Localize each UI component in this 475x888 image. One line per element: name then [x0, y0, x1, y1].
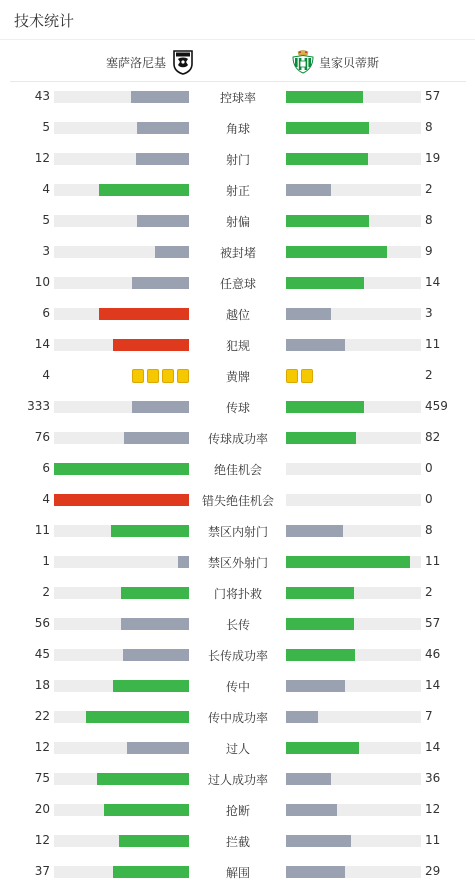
stat-row: [0, 392, 475, 423]
away-value: 14: [425, 678, 441, 692]
stat-label: 过人成功率: [207, 773, 268, 787]
away-value: 7: [425, 709, 433, 723]
home-bar-track: [54, 556, 189, 568]
home-bar-fill: [99, 184, 189, 196]
stat-label: 门将扑救: [213, 587, 262, 601]
home-value: 45: [34, 647, 50, 661]
home-value: 12: [34, 833, 50, 847]
home-bar-track: [54, 525, 189, 537]
away-bar-track: [286, 525, 421, 537]
away-value: 0: [425, 461, 433, 475]
stat-row: [0, 609, 475, 640]
home-value: 56: [34, 616, 50, 630]
away-bar-fill: [286, 742, 359, 754]
yellow-card-icon: [301, 369, 313, 383]
away-value: 0: [425, 492, 433, 506]
home-bar-fill: [111, 525, 189, 537]
away-bar-fill: [286, 122, 369, 134]
stat-row: [0, 330, 475, 361]
away-bar-track: [286, 494, 421, 506]
away-bar-track: [286, 804, 421, 816]
home-bar-fill: [131, 91, 189, 103]
home-bar-track: [54, 308, 189, 320]
away-bar-track: [286, 246, 421, 258]
away-value: 8: [425, 523, 433, 537]
stat-row: [0, 764, 475, 795]
stat-row: [0, 82, 475, 113]
away-value: 459: [425, 399, 448, 413]
home-bar-track: [54, 618, 189, 630]
stat-label: 长传成功率: [207, 649, 268, 663]
home-bar-track: [54, 649, 189, 661]
home-bar-track: [54, 587, 189, 599]
away-value: 3: [425, 306, 433, 320]
home-bar-track: [54, 91, 189, 103]
home-bar-fill: [132, 401, 189, 413]
home-bar-fill: [155, 246, 189, 258]
home-bar-track: [54, 773, 189, 785]
away-bar-fill: [286, 587, 354, 599]
home-value: 20: [34, 802, 50, 816]
home-value: 11: [34, 523, 50, 537]
home-value: 4: [42, 182, 50, 196]
away-bar-track: [286, 91, 421, 103]
stat-label: 禁区外射门: [207, 556, 268, 570]
home-bar-track: [54, 494, 189, 506]
stat-label: 角球: [225, 122, 250, 136]
away-value: 19: [425, 151, 441, 165]
away-value: 2: [425, 182, 433, 196]
yellow-card-icon: [286, 369, 298, 383]
stat-label: 过人: [225, 742, 250, 756]
stats-list: [0, 82, 475, 888]
stat-label: 禁区内射门: [207, 525, 268, 539]
away-bar-track: [286, 401, 421, 413]
teams-header: [10, 41, 466, 82]
stat-row: [0, 795, 475, 826]
home-bar-track: [54, 246, 189, 258]
home-value: 12: [34, 151, 50, 165]
home-bar-fill: [137, 215, 189, 227]
away-bar-fill: [286, 866, 345, 878]
home-bar-track: [54, 866, 189, 878]
betis-crest-icon: [292, 49, 314, 75]
away-value: 29: [425, 864, 441, 878]
away-bar-fill: [286, 91, 363, 103]
away-bar-fill: [286, 680, 345, 692]
away-value: 82: [425, 430, 441, 444]
away-bar-track: [286, 711, 421, 723]
stat-label: 传中: [225, 680, 250, 694]
stat-row: [0, 113, 475, 144]
stat-label: 绝佳机会: [213, 463, 262, 477]
away-value: 8: [425, 120, 433, 134]
paok-crest-icon: [172, 49, 194, 75]
home-value: 12: [34, 740, 50, 754]
away-value: 46: [425, 647, 441, 661]
away-bar-track: [286, 556, 421, 568]
away-bar-track: [286, 277, 421, 289]
away-bar-fill: [286, 339, 345, 351]
away-bar-track: [286, 866, 421, 878]
away-bar-fill: [286, 153, 368, 165]
away-bar-fill: [286, 277, 364, 289]
away-bar-track: [286, 432, 421, 444]
stat-row: [0, 516, 475, 547]
page-header: [0, 0, 475, 40]
stat-row: [0, 826, 475, 857]
home-value: 10: [34, 275, 50, 289]
away-value: 2: [425, 368, 433, 382]
stat-label: 射正: [225, 184, 250, 198]
stat-row: [0, 237, 475, 268]
home-value: 2: [42, 585, 50, 599]
home-bar-track: [54, 835, 189, 847]
home-team-name: 塞萨洛尼基: [105, 55, 166, 70]
home-value: 76: [34, 430, 50, 444]
stat-row: [0, 423, 475, 454]
stat-row: [0, 702, 475, 733]
home-value: 3: [42, 244, 50, 258]
stat-row: [0, 206, 475, 237]
stat-label: 拦截: [225, 835, 250, 849]
away-bar-fill: [286, 711, 318, 723]
home-bar-fill: [113, 339, 189, 351]
stat-label: 抢断: [225, 804, 250, 818]
away-value: 57: [425, 616, 441, 630]
stat-label: 传球成功率: [207, 432, 268, 446]
stat-row: [0, 175, 475, 206]
stat-label: 解围: [225, 866, 250, 880]
away-bar-fill: [286, 649, 355, 661]
stat-label: 任意球: [219, 277, 256, 291]
home-bar-fill: [97, 773, 189, 785]
stat-row: [0, 640, 475, 671]
home-bar-track: [54, 432, 189, 444]
stat-label: 错失绝佳机会: [201, 494, 274, 508]
away-bar-fill: [286, 432, 356, 444]
page-title: 技术统计: [14, 12, 75, 30]
stat-label: 黄牌: [225, 370, 250, 384]
home-value: 43: [34, 89, 50, 103]
home-bar-track: [54, 184, 189, 196]
home-bar-fill: [104, 804, 189, 816]
away-value: 8: [425, 213, 433, 227]
home-bar-fill: [113, 680, 189, 692]
home-bar-fill: [121, 587, 189, 599]
away-bar-track: [286, 649, 421, 661]
away-bar-fill: [286, 525, 343, 537]
home-bar-fill: [132, 277, 189, 289]
home-value: 6: [42, 461, 50, 475]
away-bar-track: [286, 742, 421, 754]
home-bar-fill: [123, 649, 189, 661]
stat-row: [0, 485, 475, 516]
home-bar-track: [54, 463, 189, 475]
away-bar-track: [286, 587, 421, 599]
yellow-card-icon: [132, 369, 144, 383]
stat-row: [0, 733, 475, 764]
away-team-name: 皇家贝蒂斯: [319, 55, 380, 70]
home-bar-track: [54, 680, 189, 692]
away-bar-fill: [286, 308, 331, 320]
home-bar-track: [54, 153, 189, 165]
stat-label: 被封堵: [219, 246, 256, 260]
home-bar-track: [54, 277, 189, 289]
away-value: 11: [425, 833, 441, 847]
away-bar-track: [286, 618, 421, 630]
stat-label: 传中成功率: [207, 711, 268, 725]
home-bar-fill: [127, 742, 189, 754]
away-bar-fill: [286, 618, 354, 630]
stat-row: [0, 361, 475, 392]
home-bar-track: [54, 401, 189, 413]
away-bar-track: [286, 773, 421, 785]
home-bar-track: [54, 122, 189, 134]
yellow-card-icon: [147, 369, 159, 383]
away-value: 14: [425, 740, 441, 754]
stat-label: 犯规: [225, 339, 250, 353]
home-bar-track: [54, 711, 189, 723]
away-bar-track: [286, 339, 421, 351]
home-bar-track: [54, 215, 189, 227]
home-value: 5: [42, 120, 50, 134]
stat-row: [0, 268, 475, 299]
home-bar-fill: [136, 153, 189, 165]
home-value: 14: [34, 337, 50, 351]
home-bar-track: [54, 339, 189, 351]
home-bar-fill: [86, 711, 189, 723]
home-bar-fill: [124, 432, 189, 444]
home-bar-fill: [54, 463, 189, 475]
home-bar-fill: [99, 308, 189, 320]
home-bar-track: [54, 804, 189, 816]
away-yellow-cards: [286, 369, 313, 383]
home-team[interactable]: [106, 49, 194, 75]
stat-row: [0, 578, 475, 609]
home-value: 18: [34, 678, 50, 692]
home-bar-fill: [54, 494, 189, 506]
away-bar-fill: [286, 835, 351, 847]
stat-row: [0, 857, 475, 888]
away-bar-track: [286, 308, 421, 320]
away-value: 11: [425, 337, 441, 351]
stat-label: 射偏: [225, 215, 250, 229]
away-bar-track: [286, 215, 421, 227]
away-bar-track: [286, 122, 421, 134]
away-value: 14: [425, 275, 441, 289]
stat-label: 传球: [225, 401, 250, 415]
home-value: 1: [42, 554, 50, 568]
away-bar-fill: [286, 773, 331, 785]
away-team[interactable]: [292, 49, 379, 75]
away-bar-fill: [286, 184, 331, 196]
stat-row: [0, 547, 475, 578]
away-value: 36: [425, 771, 441, 785]
home-bar-track: [54, 742, 189, 754]
home-bar-fill: [178, 556, 189, 568]
home-value: 4: [42, 492, 50, 506]
away-value: 57: [425, 89, 441, 103]
home-bar-fill: [137, 122, 189, 134]
away-bar-track: [286, 184, 421, 196]
stat-row: [0, 671, 475, 702]
home-value: 37: [34, 864, 50, 878]
away-value: 9: [425, 244, 433, 258]
stat-label: 射门: [225, 153, 250, 167]
away-bar-track: [286, 680, 421, 692]
away-bar-track: [286, 153, 421, 165]
home-bar-fill: [119, 835, 189, 847]
away-value: 2: [425, 585, 433, 599]
home-bar-fill: [121, 618, 189, 630]
away-value: 12: [425, 802, 441, 816]
away-bar-fill: [286, 246, 387, 258]
stat-row: [0, 144, 475, 175]
stat-label: 控球率: [219, 91, 256, 105]
away-bar-track: [286, 463, 421, 475]
yellow-card-icon: [177, 369, 189, 383]
away-bar-fill: [286, 401, 364, 413]
away-bar-fill: [286, 215, 369, 227]
home-bar-fill: [113, 866, 189, 878]
home-value: 75: [34, 771, 50, 785]
stat-label: 越位: [225, 308, 250, 322]
stat-row: [0, 454, 475, 485]
stat-row: [0, 299, 475, 330]
away-bar-fill: [286, 804, 337, 816]
home-value: 6: [42, 306, 50, 320]
away-bar-fill: [286, 556, 410, 568]
home-value: 22: [34, 709, 50, 723]
home-value: 4: [42, 368, 50, 382]
away-value: 11: [425, 554, 441, 568]
home-yellow-cards: [132, 369, 189, 383]
home-value: 333: [27, 399, 50, 413]
stat-label: 长传: [225, 618, 250, 632]
home-value: 5: [42, 213, 50, 227]
yellow-card-icon: [162, 369, 174, 383]
away-bar-track: [286, 835, 421, 847]
